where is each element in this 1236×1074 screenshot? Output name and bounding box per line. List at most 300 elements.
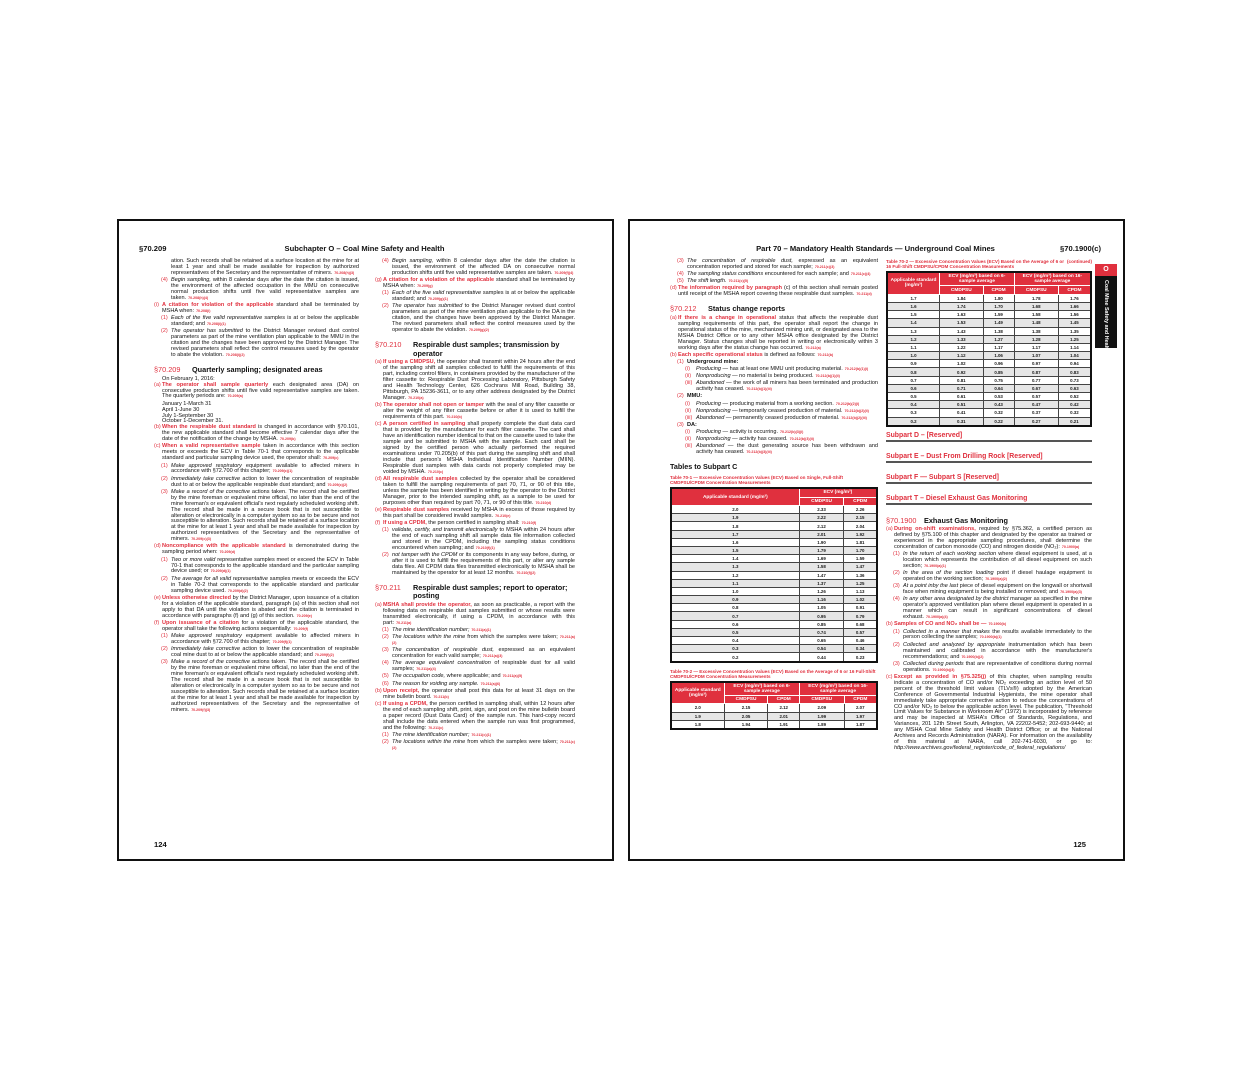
paragraph-label: (2) <box>893 570 900 577</box>
cell-ecv: 1.38 <box>1014 327 1058 335</box>
running-header <box>139 244 590 254</box>
paragraph-lead-italic: In the area of the section loading <box>903 570 994 577</box>
cell-standard: 1.5 <box>671 546 799 554</box>
citation-ref: 70.208(h)(3) <box>334 270 355 275</box>
paragraph-label: (iii) <box>685 380 693 387</box>
citation-ref: 70.210(d) <box>535 500 552 505</box>
paragraph-label: (1) <box>893 551 900 558</box>
paragraph-label: (2) <box>161 475 168 482</box>
paragraph-text: samples is at or below the applicable standard; and <box>392 290 575 303</box>
paragraph-lead-italic: Make approved respiratory <box>171 632 242 639</box>
cell-standard: 0.6 <box>887 384 940 392</box>
citation-ref: 70.212(b)(3)(i) <box>780 430 804 435</box>
cell-standard: 0.8 <box>671 604 799 612</box>
paragraph-text: status that affects the respirable dust sampling requirements of this part, the operator shall report the change in operational status of the mine, mechanized mining unit, or designated area to the MSHA District Office or to any other MSHA office designated by the District Manager. Status changes shall be reported in writing or electronically within 3 working days after the status change has occurred. <box>678 314 878 351</box>
table-row <box>671 620 877 628</box>
table-row <box>887 294 1091 302</box>
paragraph-label: (1) <box>382 290 389 297</box>
cell-ecv: 0.37 <box>1014 409 1058 417</box>
table-caption <box>886 259 1092 269</box>
paragraph-lead-italic: Producing <box>696 429 721 436</box>
paragraph-label: (1) <box>161 462 168 469</box>
cell-ecv: 1.13 <box>844 587 877 595</box>
cell-ecv: 0.81 <box>940 376 983 384</box>
cell-ecv: 1.56 <box>1058 311 1091 319</box>
paragraph <box>670 374 878 380</box>
paragraph-lead-italic: Each of the five valid representative <box>171 315 263 322</box>
cell-ecv: 2.09 <box>799 704 844 712</box>
paragraph-label: (ii) <box>685 407 692 414</box>
cell-ecv: 1.59 <box>983 311 1014 319</box>
cell-ecv: 0.74 <box>799 628 844 636</box>
paragraph-text: — producing material from a working section. <box>720 400 834 407</box>
cell-ecv: 2.01 <box>768 712 800 720</box>
cell-ecv: 1.70 <box>844 546 877 554</box>
paragraph <box>886 630 1092 642</box>
cell-ecv: 1.99 <box>799 712 844 720</box>
cell-standard: 0.4 <box>887 401 940 409</box>
header-device: CPDM <box>768 695 800 703</box>
paragraph-text: collected by the operator shall be considered taken to fulfill the sampling requirements of part 70, 71, or 90 of this title, unless the sample has been identified in writing by the operator to the District Manager, prior to the intended sampling shift, as a sample to be used for purposes other than required by part 70, 71, or 90 of this title. <box>383 475 575 506</box>
paragraph <box>375 304 575 334</box>
paragraph-text: of respirable dust for all valid samples; <box>392 660 575 673</box>
paragraph-lead-italic: Begin sampling, <box>171 277 211 284</box>
cell-ecv: 0.68 <box>844 620 877 628</box>
citation-ref: 70.1900(a)(1) <box>924 564 946 569</box>
paragraph-label: (g) <box>375 277 382 284</box>
table-row <box>671 587 877 595</box>
ecv-table <box>886 271 1092 427</box>
header-group: ECV (mg/m³) <box>799 488 877 497</box>
paragraph <box>670 259 878 271</box>
paragraph-lead: Samples of CO and NO₂ shall be — <box>894 621 987 628</box>
paragraph <box>154 490 359 544</box>
paragraph-label: (d) <box>375 475 382 482</box>
paragraph-text: to MSHA within 24 hours after the end of each sampling shift all sample data file information collected and stored in the CPDM, including the sampling status conditions encountered when sampling; and <box>392 527 576 551</box>
paragraph-text: that are representative of conditions during normal operations. <box>903 660 1093 673</box>
paragraph <box>375 628 575 634</box>
citation-ref: 70.1900(a)(4) <box>925 615 948 620</box>
cell-standard: 0.3 <box>887 409 940 417</box>
cell-ecv: 1.89 <box>799 720 844 729</box>
section-title: Exhaust Gas Monitoring <box>924 515 1008 525</box>
citation-ref: 70.210(f) <box>521 520 537 525</box>
table-row <box>671 514 877 522</box>
paragraph-text: samples meets or exceeds the ECV in Table 70-2 that corresponds to the applicable standard and particular sampling device used. <box>171 575 360 594</box>
paragraph <box>375 477 575 507</box>
paragraph <box>154 596 359 620</box>
citation-ref: 70.209(c)(3) <box>191 537 211 542</box>
section-number: §70.209 <box>154 365 181 374</box>
paragraph-lead: If using a CPDM, <box>383 519 427 526</box>
paragraph-label: (2) <box>161 575 168 582</box>
cell-ecv: 1.33 <box>940 335 983 343</box>
paragraph-lead: Except as provided in §75.325(j) <box>894 673 987 680</box>
cell-standard: 1.2 <box>887 335 940 343</box>
paragraph-lead: The operator shall sample quarterly <box>162 381 269 388</box>
paragraph-label: (1) <box>893 628 900 635</box>
table-row <box>887 393 1091 401</box>
paragraph-label: (b) <box>154 424 161 431</box>
citation-ref: 70.212(b)(3)(iii) <box>746 450 772 455</box>
paragraph-lead-italic: Producing <box>696 400 721 407</box>
paragraph-lead-italic: Make a record of the corrective <box>171 658 250 665</box>
cell-ecv: 1.91 <box>768 720 800 729</box>
cell-ecv: 2.26 <box>844 506 877 514</box>
paragraph-label: (b) <box>375 402 382 409</box>
cell-ecv: 1.97 <box>844 712 877 720</box>
paragraph <box>670 409 878 415</box>
cell-ecv: 1.25 <box>844 579 877 587</box>
paragraph-text: as soon as practicable, a report with the following data on respirable dust samples submitted or whose results were transmitted electronically, if using a CPDM, in accordance with this part: <box>383 602 575 626</box>
paragraph <box>154 303 359 315</box>
cell-standard: 0.7 <box>887 376 940 384</box>
paragraph-lead-italic: The sampling status conditions <box>687 271 764 278</box>
paragraph-label: (a) <box>886 526 893 533</box>
citation-ref: 70.211(c)(5) <box>728 279 749 284</box>
paragraph <box>670 316 878 352</box>
paragraph <box>154 477 359 489</box>
side-tab-letter: O <box>1095 264 1117 276</box>
citation-ref: 70.210(c) <box>427 469 444 474</box>
paragraph-text: with the seal of any filter cassette or alter the weight of any filter cassette before or after it is used to fulfill the requirements of this part. <box>383 402 576 420</box>
paragraph-lead: The operator shall not open or tamper <box>383 402 485 409</box>
paragraph-text: expressed as an equivalent concentration for each valid sample; <box>392 647 575 660</box>
chapter-side-tab[interactable] <box>1095 264 1117 353</box>
citation-ref: 70.211(a)(1) <box>471 628 491 633</box>
paragraph-lead-italic: Immediately take corrective <box>171 645 241 652</box>
paragraph-text: encountered for each sample; and <box>763 271 849 278</box>
paragraph-label: (a) <box>375 359 382 366</box>
table-row <box>671 530 877 538</box>
header-group: ECV (mg/m³) based on 16-sample average <box>1014 272 1091 286</box>
header-title: Subchapter O – Coal Mine Safety and Health <box>284 244 445 253</box>
header-section: §70.209 <box>139 244 167 253</box>
section-number: §70.1900 <box>886 515 917 525</box>
cell-ecv: 2.12 <box>768 704 800 712</box>
paragraph <box>670 402 878 408</box>
paragraph <box>670 286 878 298</box>
paragraph-lead-italic: The average equivalent concentration <box>392 660 491 667</box>
cell-ecv: 2.15 <box>844 514 877 522</box>
table-row <box>671 596 877 604</box>
header-applicable-standard: Applicable standard (mg/m³) <box>671 488 799 505</box>
paragraph-text: — permanently ceased production of material. <box>724 414 840 421</box>
paragraph-lead: If using a CMDPSU, <box>383 359 436 366</box>
citation-ref: 70.211(a)(5) <box>502 674 523 679</box>
paragraph <box>154 444 359 462</box>
citation-ref: 70.209(f)(4) <box>554 270 574 275</box>
paragraph-text: — no material is being produced. <box>730 373 814 380</box>
paragraph-lead: Each specific operational status <box>678 351 763 358</box>
paragraph-text: from which the samples were taken; <box>465 738 558 745</box>
cell-ecv: 1.47 <box>844 563 877 571</box>
table-row <box>887 335 1091 343</box>
citation-ref: 70.209(f)(1) <box>272 639 292 644</box>
citation-ref: 70.209(g)(2) <box>468 328 489 333</box>
table-row <box>671 704 877 712</box>
column-right <box>886 259 1092 753</box>
paragraph-label: (4) <box>161 277 168 284</box>
column-left <box>154 259 359 715</box>
cell-ecv: 1.81 <box>844 538 877 546</box>
reference-url: http://www.archives.gov/federal_register/code_of_federal_regulations/ <box>894 745 1066 752</box>
cell-ecv: 1.25 <box>1058 335 1091 343</box>
header-section: §70.1900(c) <box>1060 244 1101 253</box>
paragraph-label: (6) <box>382 680 389 687</box>
citation-ref: 70.212(b)(2)(iii) <box>841 415 867 420</box>
cell-standard: 1.2 <box>671 571 799 579</box>
cell-ecv: 2.07 <box>844 704 877 712</box>
cell-standard: 1.8 <box>671 522 799 530</box>
paragraph-lead-italic: Immediately take corrective <box>171 475 241 482</box>
cell-ecv: 1.26 <box>799 587 844 595</box>
paragraph-lead-italic: The locations within the mine <box>392 738 466 745</box>
subpart-link[interactable]: Subpart D – [Reserved] <box>886 433 1092 442</box>
paragraph-text: manager as specified in the mine operator's approved ventilation plan where diesel equipment is operated in a manner which can result in significant concentrations of diesel exhaust. <box>903 596 1092 621</box>
paragraph-label: (f) <box>154 619 160 626</box>
paragraph-label: (a) <box>670 314 677 321</box>
table-row <box>671 604 877 612</box>
paragraph-text: is defined as follows: <box>762 351 816 358</box>
section-title: Quarterly sampling; designated areas <box>192 365 323 374</box>
paragraph-label: (2) <box>382 303 389 310</box>
cell-ecv: 0.47 <box>1014 401 1058 409</box>
citation-ref: 70.212(a) <box>805 345 821 350</box>
paragraph-lead-italic: The mine identification number; <box>392 627 470 634</box>
section-heading <box>670 305 878 314</box>
subpart-link[interactable]: Subpart F — Subpart S [Reserved] <box>886 475 1092 484</box>
section-heading <box>375 584 575 601</box>
paragraph <box>886 622 1092 628</box>
paragraph <box>886 552 1092 570</box>
cell-ecv: 0.96 <box>983 360 1014 368</box>
citation-ref: 70.211(c)(3) <box>814 264 835 269</box>
paragraph-label: (5) <box>382 673 389 680</box>
table-row <box>887 360 1091 368</box>
paragraph <box>886 662 1092 674</box>
paragraph-lead-italic: Begin sampling, <box>392 258 434 264</box>
paragraph-lead-italic: The concentration of respirable dust, <box>392 647 494 654</box>
cell-ecv: 1.06 <box>983 352 1014 360</box>
cell-ecv: 1.92 <box>844 530 877 538</box>
paragraph <box>670 381 878 393</box>
paragraph-lead: MSHA shall provide the operator, <box>383 602 472 609</box>
paragraph <box>375 661 575 673</box>
table-row <box>671 571 877 579</box>
paragraph-lead-italic: Abandoned <box>696 380 725 387</box>
citation-ref: 70.209(f)(3) <box>191 707 211 712</box>
paragraph-lead-italic: In the return of each working section <box>903 551 997 558</box>
paragraph-lead-italic: Collected during periods <box>903 660 964 667</box>
citation-ref: 70.209(g)(1) <box>427 297 448 302</box>
table-row <box>671 645 877 653</box>
cell-ecv: 0.41 <box>940 409 983 417</box>
paragraph-text: — the work of all miners has been terminated and production activity has ceased. <box>696 380 878 393</box>
section-title: Respirable dust samples; report to operator; posting <box>413 582 568 601</box>
cell-ecv: 1.17 <box>983 343 1014 351</box>
paragraph-label: (3) <box>677 422 684 428</box>
paragraph-lead-italic: Nonproducing <box>696 436 731 443</box>
header-title: Part 70 – Mandatory Health Standards — Underground Coal Mines <box>756 244 995 253</box>
header-applicable-standard: Applicable standard (mg/m³) <box>671 682 724 704</box>
section-heading <box>886 517 1092 526</box>
paragraph-lead-italic: Abandoned <box>696 443 725 450</box>
paragraph-label: (f) <box>375 519 381 526</box>
citation-ref: 70.210(b) <box>446 414 462 419</box>
citation-ref: 70.209(d)(1) <box>210 569 231 574</box>
cell-ecv: 1.22 <box>940 343 983 351</box>
paragraph-lead-italic: The concentration of respirable dust, <box>687 258 793 264</box>
cell-ecv: 0.43 <box>983 401 1014 409</box>
paragraph-lead-italic: The operator has submitted <box>171 328 243 335</box>
paragraph-label: (a) <box>375 602 382 609</box>
paragraph-text: representative samples meet or exceed the ECV in Table 70-1 that corresponds to the applicable standard and the particular sampling device used; or <box>171 556 360 575</box>
cell-ecv: 2.01 <box>799 530 844 538</box>
citation-ref: 70.209(a) <box>227 394 243 399</box>
cell-ecv: 1.94 <box>724 720 768 729</box>
paragraph-lead-italic: The reason for voiding any sample. <box>392 680 479 687</box>
paragraph <box>375 648 575 660</box>
cell-ecv: 1.02 <box>940 360 983 368</box>
cell-ecv: 0.85 <box>799 620 844 628</box>
table-caption <box>670 669 878 679</box>
table-row <box>671 712 877 720</box>
paragraph-lead-italic: At a point inby the last <box>903 583 959 590</box>
cell-ecv: 0.27 <box>1014 417 1058 426</box>
citation-ref: 70.210(f)(1) <box>475 545 495 550</box>
section-number: §70.210 <box>375 340 402 349</box>
cell-ecv: 1.80 <box>983 294 1014 302</box>
tables-heading: Tables to Subpart C <box>670 462 738 472</box>
paragraph-text: equipment available to affected miners in accordance with §72.700 of this chapter; <box>171 632 359 645</box>
cell-standard: 0.7 <box>671 612 799 620</box>
cell-ecv: 0.32 <box>983 409 1014 417</box>
citation-ref: 70.208(i)(1) <box>206 322 226 327</box>
cell-ecv: 1.58 <box>799 563 844 571</box>
cell-ecv: 1.76 <box>1058 294 1091 302</box>
citation-ref: 70.209(f) <box>293 626 309 631</box>
paragraph <box>375 291 575 303</box>
cell-ecv: 1.70 <box>983 302 1014 310</box>
citation-ref: 70.209(f)(2) <box>314 652 334 657</box>
cell-ecv: 1.49 <box>983 319 1014 327</box>
cell-ecv: 0.61 <box>940 393 983 401</box>
paragraph-lead-italic: Two or more valid <box>171 556 216 563</box>
citation-ref: 70.211(b) <box>433 694 449 699</box>
cell-standard: 1.7 <box>887 294 940 302</box>
paragraph <box>154 259 359 277</box>
paragraph-lead: A citation for violation of the applicable <box>162 302 274 309</box>
header-device: CMDPSU <box>799 497 844 505</box>
paragraph-text: shall properly complete the dust data card that is provided by the manufacturer for each filter cassette. The card shall have an identification number identical to that on the cassette used to take the sample and be submitted to MSHA with the sample. Each card shall be signed by the certified person who actually performed the required examinations under 70.205(b) of this part during the sampling shift and shall include that person's MSHA Individual Identification Number (MIIN). Respirable dust samples with data cards not properly completed may be voided by MSHA. <box>383 421 575 475</box>
text-line: July 1-September 30 <box>162 412 214 419</box>
paragraph-text: is demonstrated during the sampling period when: <box>162 543 359 556</box>
paragraph <box>154 383 359 401</box>
table-continued: (continued) <box>1066 259 1092 264</box>
paragraph-text: the person certified in sampling shall, within 12 hours after the end of each sampling shift, print, sign, and post on the mine bulletin board a paper record (Dust Data Card) of the sample run. This hard-copy record shall include the data entered when the sample run was first programmed, and the following: <box>383 700 575 731</box>
citation-ref: 70.1900(a)(3) <box>1060 590 1082 595</box>
table-row <box>671 653 877 662</box>
cell-ecv: 0.95 <box>799 612 844 620</box>
header-device: CPDM <box>983 286 1014 294</box>
table-row <box>671 637 877 645</box>
cell-ecv: 1.02 <box>844 596 877 604</box>
cell-ecv: 0.57 <box>1014 393 1058 401</box>
table-row <box>887 319 1091 327</box>
subpart-link[interactable]: Subpart T – Diesel Exhaust Gas Monitoring <box>886 496 1092 505</box>
paragraph-lead: When the respirable dust standard <box>162 424 256 431</box>
cell-ecv: 0.31 <box>940 417 983 426</box>
citation-ref: 70.212(b)(2)(i) <box>835 401 860 406</box>
paragraph <box>375 702 575 732</box>
cell-ecv: 0.85 <box>983 368 1014 376</box>
cell-standard: 1.3 <box>671 563 799 571</box>
paragraph-lead-italic: Nonproducing <box>696 373 731 380</box>
paragraph <box>375 682 575 688</box>
cell-ecv: 2.33 <box>799 506 844 514</box>
cell-ecv: 2.22 <box>799 514 844 522</box>
paragraph <box>886 597 1092 621</box>
citation-ref: 70.212(b)(1)(i) <box>844 367 869 372</box>
text-line: On February 1, 2016: <box>162 375 215 382</box>
paragraph-lead-italic: The average for all valid representative <box>171 575 268 582</box>
paragraph-label: (1) <box>161 315 168 322</box>
paragraph-text: each designated area (DA) on consecutive production shifts until five valid representative samples are taken. The quarterly periods are: <box>162 381 359 400</box>
paragraph <box>670 430 878 436</box>
cell-standard: 0.5 <box>671 628 799 636</box>
citation-ref: 70.209(e) <box>296 613 312 618</box>
paragraph <box>375 674 575 680</box>
citation-ref: 70.211(a)(6) <box>480 681 501 686</box>
paragraph-text: within 8 calendar days after the date the citation is issued, the environment of the affected DA on consecutive normal production shifts until five valid representative samples are taken. <box>392 258 576 276</box>
paragraph <box>375 553 575 577</box>
citation-ref: 70.208(i)(2) <box>225 353 245 358</box>
cell-ecv: 1.84 <box>940 294 983 302</box>
paragraph-label: (4) <box>382 660 389 667</box>
paragraph-label: (1) <box>382 527 389 534</box>
section-title: Respirable dust samples; transmission by operator <box>413 340 560 358</box>
paragraph <box>886 584 1092 596</box>
table-row <box>671 522 877 530</box>
paragraph-lead: If there is a change in operational <box>678 314 777 321</box>
cell-ecv: 1.17 <box>1014 343 1058 351</box>
table-row <box>887 376 1091 384</box>
cell-ecv: 0.34 <box>844 645 877 653</box>
paragraph-label: (2) <box>382 634 389 641</box>
citation-ref: 70.209(d)(2) <box>227 588 248 593</box>
cell-ecv: 1.74 <box>940 302 983 310</box>
section-heading <box>154 366 359 375</box>
cell-standard: 0.8 <box>887 368 940 376</box>
side-tab-label: Coal Mine Safety and Health <box>1103 280 1109 353</box>
paragraph-text: of this chapter, when sampling results indicate a concentration of CO and/or NO₂ exceeding an action level of 50 percent of the threshold limit values (TLVs®) adopted by the American Conference of Governmental Industrial Hygienists, the mine operator shall immediately take appropriate corrective action to reduce the concentrations of CO and/or NO₂ to below the applicable action level. The publication, "Threshold Limit Values for Substance in Workroom Air" (1972) is incorporated by reference and may be inspected at MSHA's Office of Standards, Regulations, and Variances, 201 12th Street South, Arlington, VA 22202-5452; 202-693-9440; at any MSHA Coal Mine Safety and Health District Office; or at the National Archives and Records Administration (NARA). For information on the availability of this material at NARA, call 202-741-6030, or go to: <box>894 673 1092 746</box>
paragraph-label: (2) <box>677 393 684 400</box>
cell-standard: 0.4 <box>671 637 799 645</box>
cell-ecv: 0.77 <box>1014 376 1058 384</box>
section-title: Status change reports <box>708 304 786 314</box>
cell-ecv: 1.90 <box>799 538 844 546</box>
subpart-link[interactable]: Subpart E – Dust From Drilling Rock [Reserved] <box>886 454 1092 463</box>
paragraph <box>670 416 878 422</box>
paragraph-label: (i) <box>685 400 690 407</box>
paragraph-lead: During on-shift examinations, <box>894 526 976 533</box>
citation-ref: 70.211(c)(2) <box>392 739 575 750</box>
paragraph-text: within 8 calendar days after the date the citation is issued, the environment of the affected occupation in the MMU on consecutive normal production shifts until five valid representative samples are taken. <box>171 277 360 301</box>
page-number: 125 <box>1073 840 1086 849</box>
paragraph-label: (3) <box>677 258 684 264</box>
paragraph-lead: A citation for a violation of the applicable <box>383 277 495 284</box>
